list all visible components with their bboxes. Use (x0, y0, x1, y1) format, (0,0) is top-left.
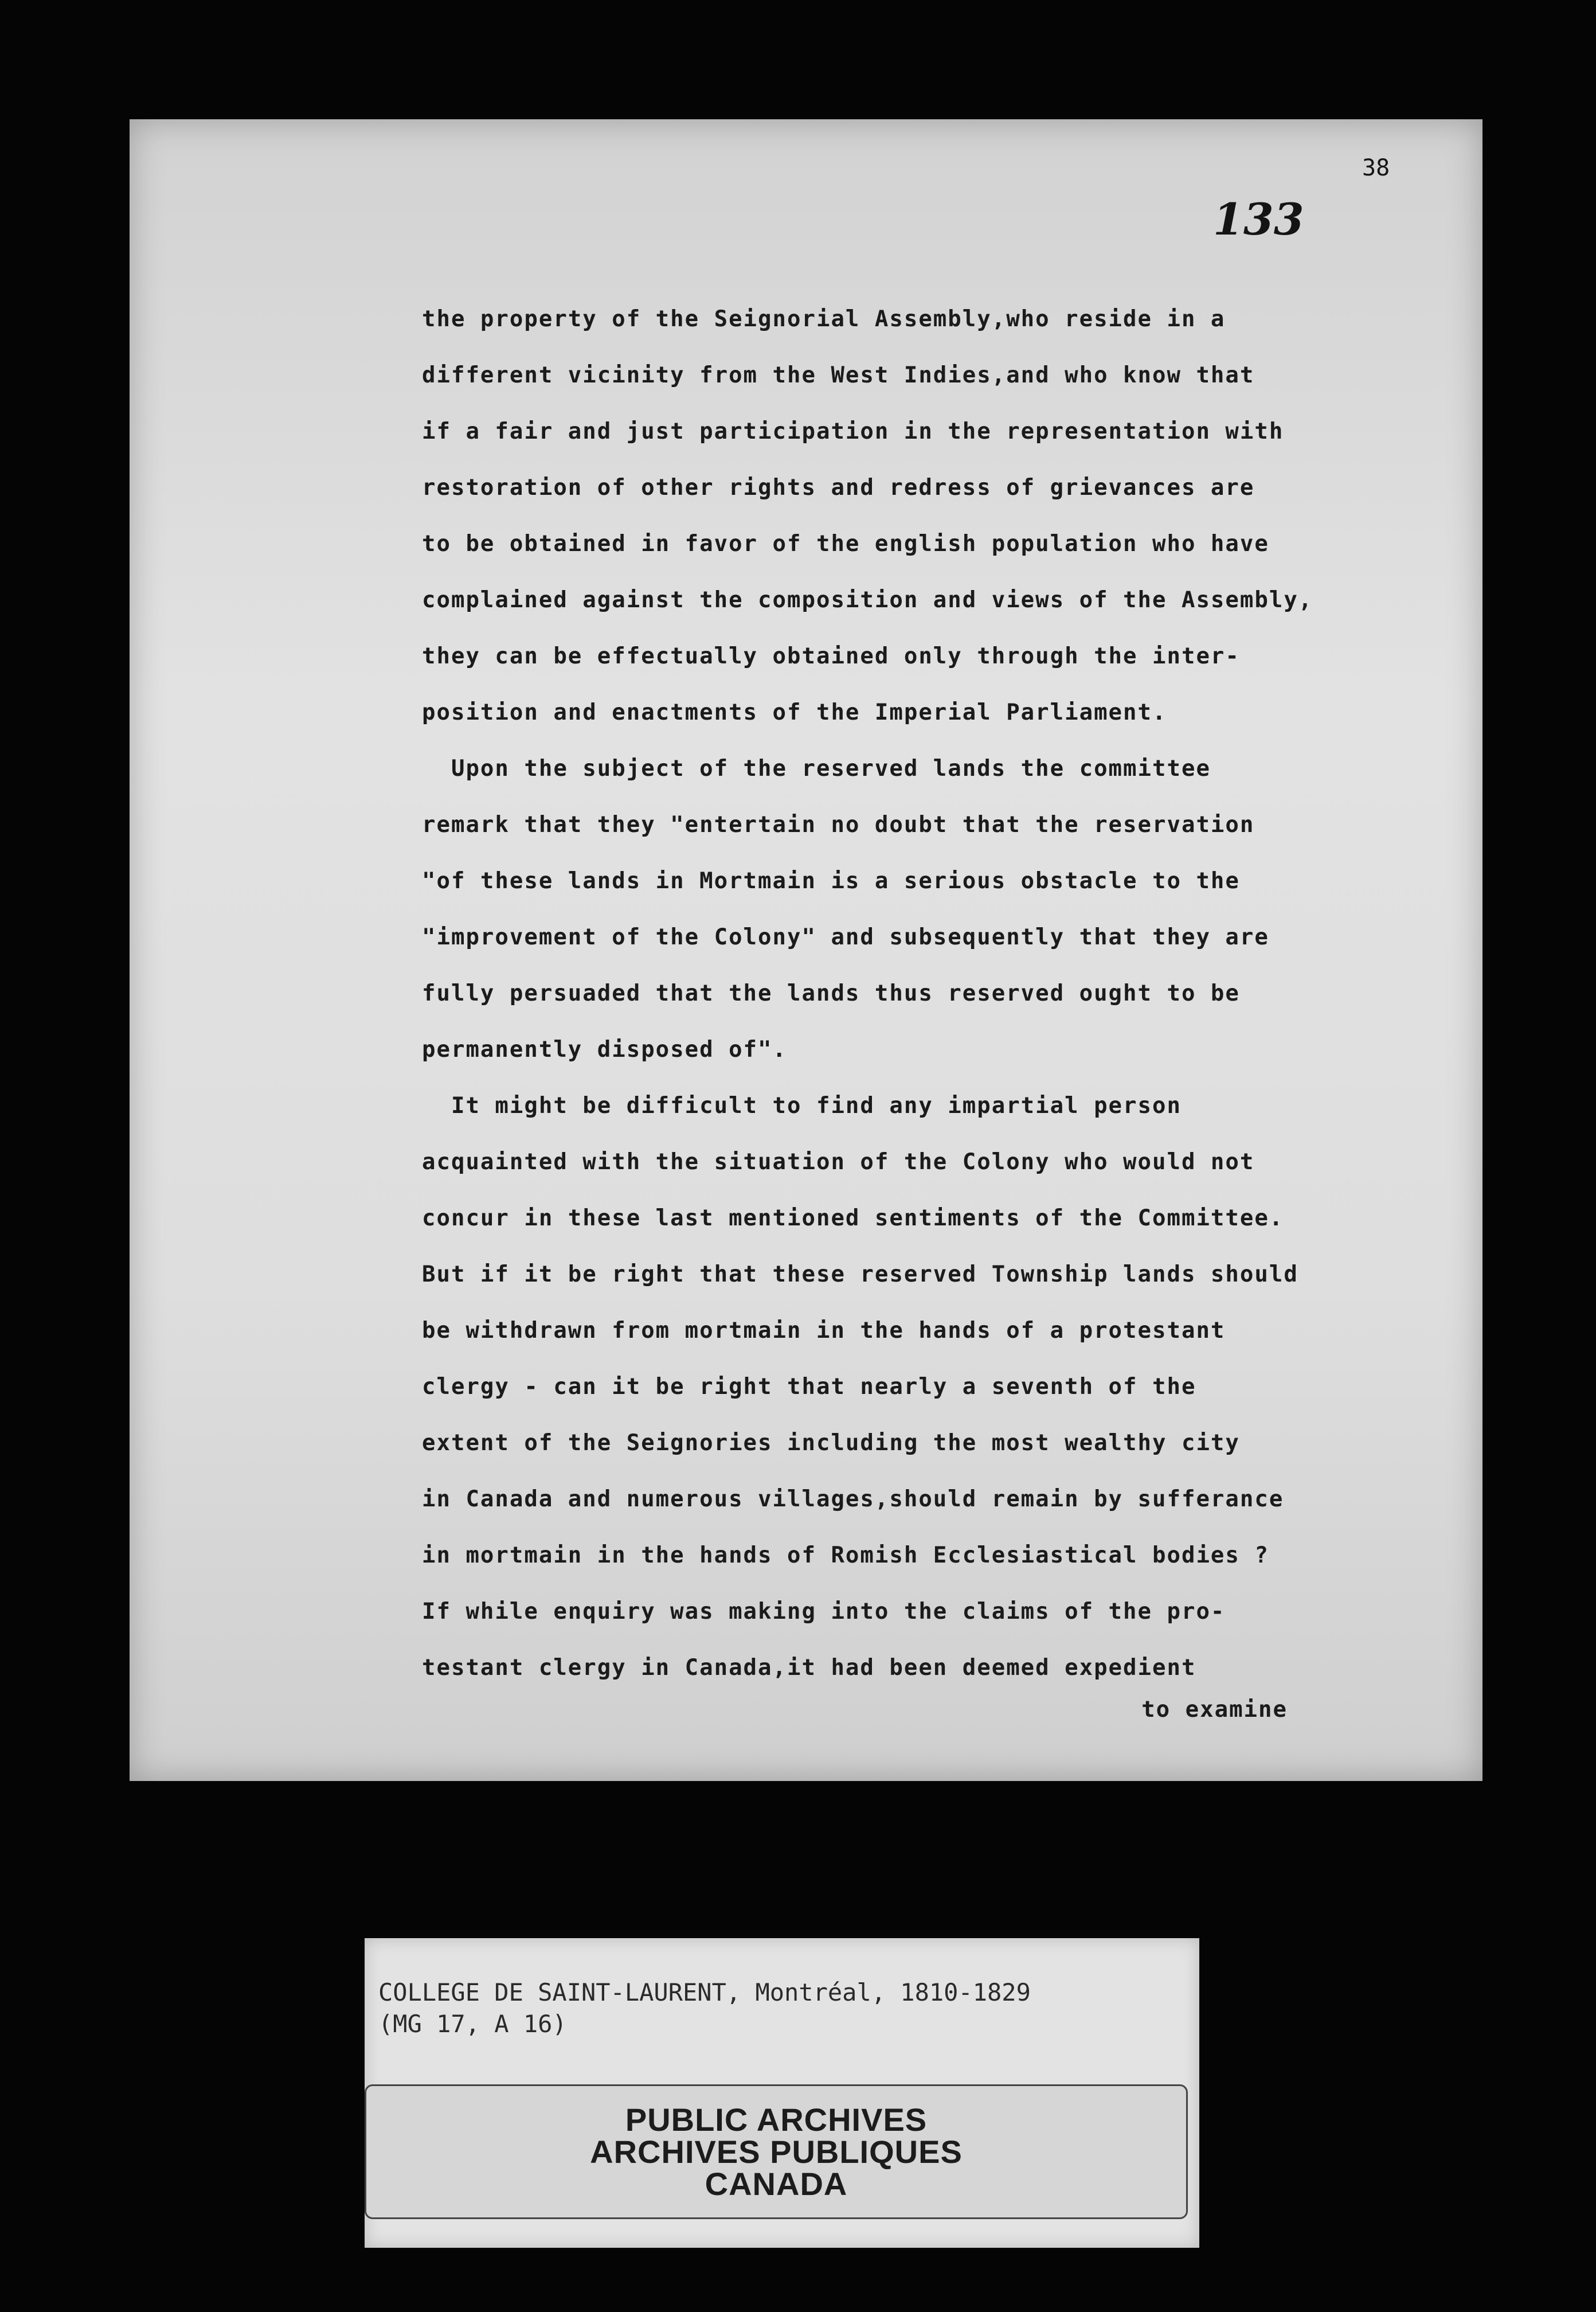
text-line: clergy - can it be right that nearly a seventh of the (422, 1374, 1196, 1400)
text-line: different vicinity from the West Indies,and who know that (422, 362, 1255, 388)
stamp-line-english: PUBLIC ARCHIVES (625, 2101, 928, 2138)
archives-stamp (365, 2084, 1188, 2219)
typescript-body (422, 291, 1454, 1731)
text-line: restoration of other rights and redress of grievances are (422, 475, 1255, 501)
text-line: in mortmain in the hands of Romish Ecclesiastical bodies ? (422, 1542, 1269, 1568)
text-line: Upon the subject of the reserved lands the committee (422, 756, 1211, 782)
catchword: to examine (1141, 1697, 1288, 1723)
document-page (130, 119, 1482, 1781)
text-line: be withdrawn from mortmain in the hands of a protestant (422, 1318, 1226, 1344)
text-line: "improvement of the Colony" and subsequently that they are (422, 924, 1269, 950)
archive-label-card (365, 1938, 1199, 2248)
text-line: in Canada and numerous villages,should remain by sufferance (422, 1486, 1284, 1512)
text-line: the property of the Seignorial Assembly,who reside in a (422, 306, 1226, 332)
text-line: complained against the composition and views of the Assembly, (422, 587, 1313, 613)
text-line: If while enquiry was making into the claims of the pro- (422, 1599, 1226, 1624)
folio-number-large: 133 (1213, 194, 1304, 245)
folio-number-small: 38 (1362, 155, 1390, 181)
text-line: remark that they "entertain no doubt that the reservation (422, 812, 1255, 838)
text-line: testant clergy in Canada,it had been deemed expedient (422, 1655, 1196, 1681)
text-line: extent of the Seignories including the most wealthy city (422, 1430, 1240, 1456)
text-line: But if it be right that these reserved Township lands should (422, 1262, 1298, 1287)
collection-title: COLLEGE DE SAINT-LAURENT, Montréal, 1810-1829 (378, 1978, 1031, 2006)
collection-reference: (MG 17, A 16) (378, 2010, 567, 2038)
text-line: fully persuaded that the lands thus reserved ought to be (422, 981, 1240, 1006)
text-line: if a fair and just participation in the representation with (422, 419, 1284, 444)
text-line: "of these lands in Mortmain is a serious obstacle to the (422, 868, 1240, 894)
text-line: acquainted with the situation of the Colony who would not (422, 1149, 1255, 1175)
text-line: to be obtained in favor of the english population who have (422, 531, 1269, 557)
stamp-line-country: CANADA (705, 2165, 848, 2202)
text-line: position and enactments of the Imperial Parliament. (422, 700, 1167, 725)
text-line: It might be difficult to find any impartial person (422, 1093, 1182, 1119)
stamp-line-french: ARCHIVES PUBLIQUES (590, 2133, 963, 2170)
text-line: they can be effectually obtained only through the inter- (422, 643, 1240, 669)
text-line: permanently disposed of". (422, 1037, 787, 1063)
text-line: concur in these last mentioned sentiments of the Committee. (422, 1205, 1284, 1231)
